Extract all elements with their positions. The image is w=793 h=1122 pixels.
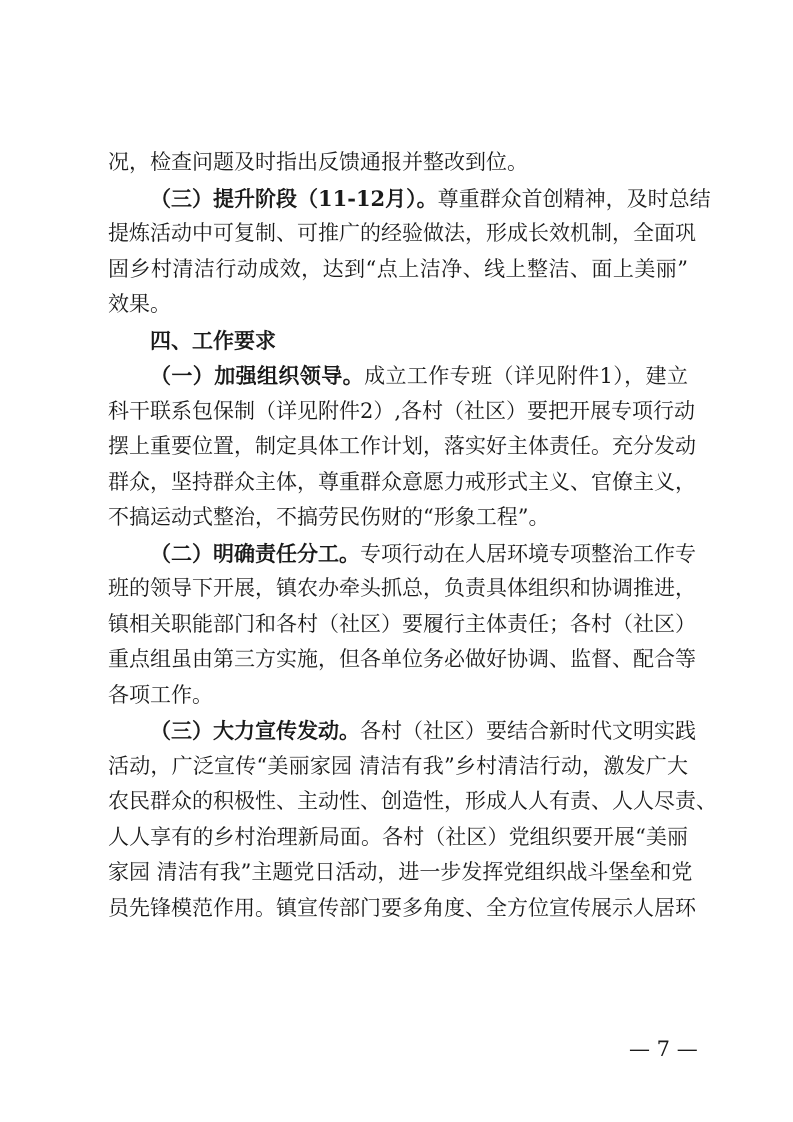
text-line [108, 287, 688, 323]
text-line [108, 429, 696, 465]
line-text: 各项工作。 [108, 682, 213, 707]
line-text: 各村（社区）要结合新时代文明实践 [360, 719, 696, 743]
line-text: 班的领导下开展，镇农办牵头抓总，负责具体组织和协调推进， [108, 576, 696, 600]
text-line [108, 323, 688, 359]
line-text: 尊重群众首创精神，及时总结 [437, 186, 711, 211]
line-text: 人人享有的乡村治理新局面。各村（社区）党组织要开展“美丽 [108, 824, 688, 849]
text-line [108, 642, 696, 678]
text-line [108, 713, 696, 749]
line-text: 效果。 [108, 292, 171, 316]
section-heading: （三）提升阶段（11-12月）。 [150, 185, 438, 211]
text-line [108, 181, 711, 217]
line-text: 提炼活动中可复制、可推广的经验做法，形成长效机制，全面巩 [108, 221, 696, 245]
text-line [108, 749, 688, 785]
text-line [108, 784, 717, 820]
text-line [108, 607, 696, 643]
line-text: 专项行动在人居环境专项整治工作专 [360, 541, 696, 566]
text-line [108, 145, 688, 181]
document-body [108, 145, 717, 926]
line-text: 科干联系包保制（详见附件2）,各村（社区）要把开展专项行动 [108, 398, 696, 423]
page-number: — 7 — [629, 1037, 698, 1061]
line-text: 不搞运动式整治，不搞劳民伤财的“形象工程”。 [108, 505, 550, 529]
line-text: 群众，坚持群众主体，尊重群众意愿力戒形式主义、官僚主义， [108, 469, 696, 494]
section-heading: （一）加强组织领导。 [150, 363, 365, 388]
text-line [108, 500, 688, 536]
line-text: 镇相关职能部门和各村（社区）要履行主体责任；各村（社区） [108, 611, 696, 636]
text-line [108, 855, 693, 891]
line-text: 固乡村清洁行动成效，达到“点上洁净、线上整洁、面上美丽” [108, 256, 688, 281]
text-line [108, 358, 688, 394]
text-line [108, 820, 688, 856]
text-line [108, 216, 696, 252]
line-text: 成立工作专班（详见附件1），建立 [364, 364, 688, 388]
text-line [108, 571, 696, 607]
line-text: 四、工作要求 [150, 327, 276, 353]
text-line [108, 394, 696, 430]
text-line [108, 891, 696, 927]
line-text: 摆上重要位置，制定具体工作计划，落实好主体责任。充分发动 [108, 434, 696, 458]
line-text: 员先锋模范作用。镇宣传部门要多角度、全方位宣传展示人居环 [108, 895, 696, 920]
section-heading: （二）明确责任分工。 [150, 540, 360, 566]
line-text: 况，检查问题及时指出反馈通报并整改到位。 [108, 150, 528, 174]
line-text: 重点组虽由第三方实施，但各单位务必做好协调、监督、配合等 [108, 647, 696, 671]
section-heading: （三）大力宣传发动。 [150, 718, 360, 743]
line-text: 农民群众的积极性、主动性、创造性，形成人人有责、人人尽责、 [108, 789, 717, 813]
line-text: 家园 清洁有我”主题党日活动，进一步发挥党组织战斗堡垒和党 [108, 860, 693, 884]
text-line [108, 252, 688, 288]
text-line [108, 536, 696, 572]
line-text: 活动，广泛宣传“美丽家园 清洁有我”乡村清洁行动，激发广大 [108, 753, 688, 778]
text-line [108, 465, 696, 501]
text-line [108, 678, 688, 714]
